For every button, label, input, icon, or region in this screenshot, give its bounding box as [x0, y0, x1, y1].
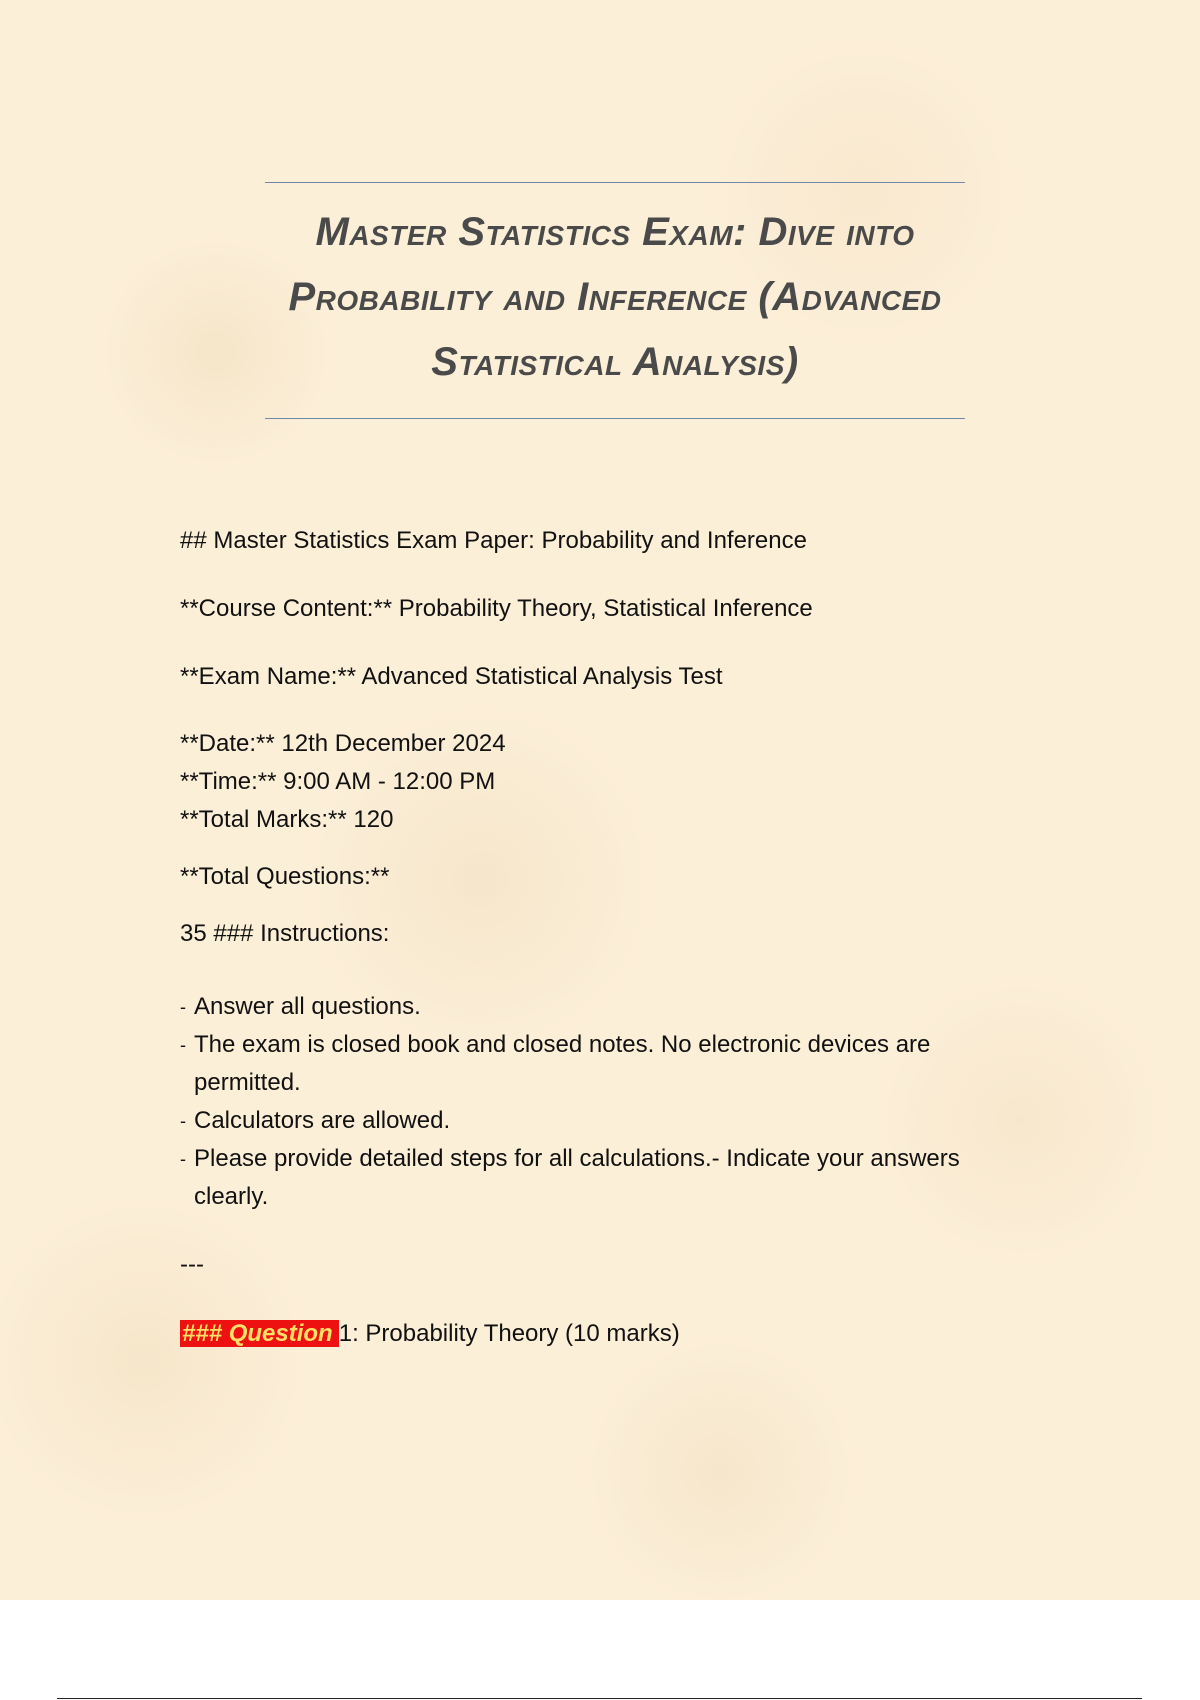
- exam-name: **Exam Name:** Advanced Statistical Analysis Test: [180, 663, 723, 690]
- section-separator: ---: [180, 1251, 204, 1278]
- list-item: - Calculators are allowed.: [180, 1107, 451, 1134]
- title-rule-bottom: [265, 418, 965, 419]
- question-highlight: ### Question: [180, 1320, 339, 1347]
- course-content: **Course Content:** Probability Theory, Statistical Inference: [180, 595, 813, 622]
- list-item: - Answer all questions.: [180, 993, 421, 1020]
- instructions-heading: 35 ### Instructions:: [180, 920, 390, 947]
- question-title: 1: Probability Theory (10 marks): [338, 1320, 680, 1347]
- instruction-text: Please provide detailed steps for all calculations.- Indicate your answers clearly.: [194, 1145, 960, 1210]
- exam-heading: ## Master Statistics Exam Paper: Probability and Inference: [180, 527, 807, 554]
- instructions-list: [180, 988, 1030, 1216]
- title-rule-top: [265, 182, 965, 183]
- instruction-text: The exam is closed book and closed notes. No electronic devices are permitted.: [194, 1031, 931, 1096]
- instruction-text: Calculators are allowed.: [194, 1107, 451, 1134]
- exam-date: **Date:** 12th December 2024: [180, 730, 506, 757]
- question-line: [180, 1315, 680, 1353]
- list-item: - Please provide detailed steps for all calculations.- Indicate your answers clearly.: [180, 1145, 960, 1210]
- document-title: Master Statistics Exam: Dive into Probability and Inference (Advanced Statistical Analysis): [288, 210, 942, 384]
- list-item: - The exam is closed book and closed notes. No electronic devices are permitted.: [180, 1031, 931, 1096]
- footer-rule: [57, 1698, 1142, 1699]
- total-marks: **Total Marks:** 120: [180, 806, 394, 833]
- exam-time: **Time:** 9:00 AM - 12:00 PM: [180, 768, 496, 795]
- instruction-text: Answer all questions.: [194, 993, 421, 1020]
- total-questions: **Total Questions:**: [180, 863, 390, 890]
